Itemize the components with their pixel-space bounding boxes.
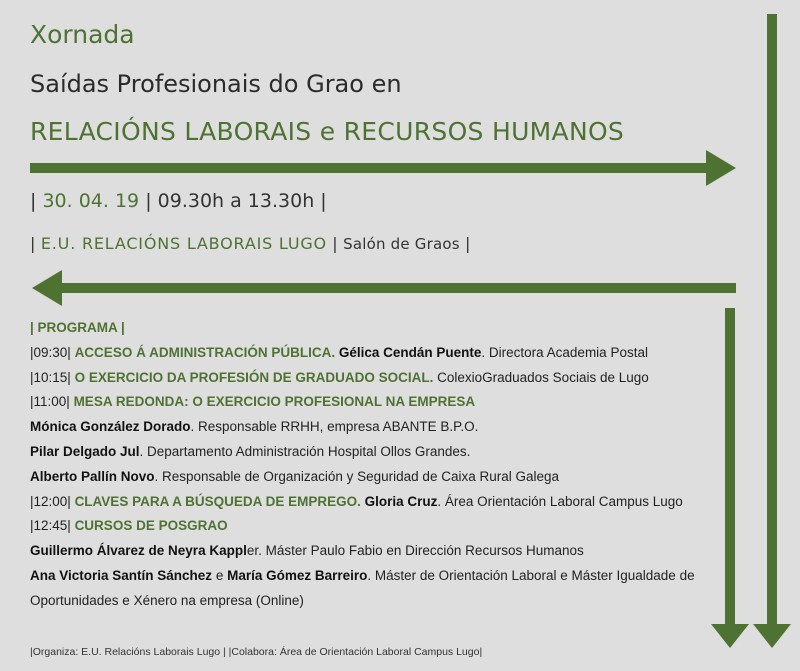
item-title: ACCESO Á ADMINISTRACIÓN PÚBLICA. [74,344,336,360]
panel-desc: . Departamento Administración Hospital Ollos Grandes. [139,443,471,459]
item-time: |11:00| [30,394,70,410]
program-item [30,341,720,366]
item-time: |09:30| [30,344,71,360]
item-speaker: Gélica Cendán Puente [338,344,482,360]
arrow-right-shaft [30,163,710,173]
item-time: |12:45| [30,518,71,534]
item-title: CURSOS DE POSGRAO [74,518,228,534]
posgrao-desc: er. Máster Paulo Fabio en Dirección Recursos Humanos [246,543,584,559]
title-line-2: RELACIÓNS LABORAIS e RECURSOS HUMANOS [30,117,625,146]
item-desc: . Área Orientación Laboral Campus Lugo [437,493,683,509]
program-heading: | PROGRAMA | [30,320,125,335]
program-item [30,514,720,539]
item-desc: ColexioGraduados Sociais de Lugo [437,369,649,385]
date-sep-open: | [30,190,43,212]
panel-speaker: Alberto Pallín Novo [30,468,155,484]
arrow-down-inner-head [711,624,749,648]
posgrao-speaker-name: Guillermo Álvarez de Neyra Kappl [30,543,247,559]
program-item [30,366,720,391]
program-section [30,316,720,614]
date-sep-mid: | [139,190,158,212]
posgrao-conj: e [212,567,228,583]
arrow-down-outer-head [753,624,791,648]
panel-desc: . Responsable de Organización y Seguridad de Caixa Rural Galega [154,468,560,484]
arrow-down-outer-shaft [767,14,777,626]
footer-credits: |Organiza: E.U. Relacións Laborais Lugo | |Colabora: Área de Orientación Laboral Campus Lugo| [30,646,483,658]
item-title: CLAVES PARA A BÚSQUEDA DE EMPREGO. [74,493,361,509]
item-speaker: Gloria Cruz [364,493,438,509]
arrow-left-head [32,270,62,306]
posgrao-speakers [30,564,720,614]
program-item [30,490,720,515]
posgrao-speaker [30,539,720,564]
venue-sep-close: | [459,234,471,253]
venue-sep-open: | [30,234,41,253]
item-title: MESA REDONDA: O EXERCICIO PROFESIONAL NA EMPRESA [73,394,476,410]
panel-desc: . Responsable RRHH, empresa ABANTE B.P.O. [190,419,479,435]
item-title: O EXERCICIO DA PROFESIÓN DE GRADUADO SOCIAL. [74,369,434,385]
arrow-left-shaft [60,283,736,293]
posgrao-desc: . Máster de Orientación Laboral e Máster Igualdade de Oportunidades e Xénero na empresa (Online) [30,567,695,608]
arrow-down-inner-shaft [725,308,735,628]
posgrao-speaker-a: Ana Victoria Santín Sánchez [30,567,213,583]
event-date: 30. 04. 19 [42,190,140,212]
title-line-1: Saídas Profesionais do Grao en [30,70,402,98]
panel-member [30,415,720,440]
panel-speaker: Pilar Delgado Jul [30,443,140,459]
event-kicker: Xornada [30,20,135,49]
venue-sep-mid: | [326,234,344,253]
item-desc: . Directora Academia Postal [481,344,648,360]
event-time: 09.30h a 13.30h [157,190,315,212]
item-time: |12:00| [30,493,71,509]
date-sep-close: | [314,190,327,212]
venue-line [30,234,471,253]
venue-room: Salón de Graos [343,235,460,253]
posgrao-speaker-b: María Gómez Barreiro [227,567,368,583]
date-time-line [30,190,327,212]
venue-school: E.U. RELACIÓNS LABORAIS LUGO [40,234,327,253]
panel-member [30,465,720,490]
panel-speaker: Mónica González Dorado [30,419,191,435]
panel-member [30,440,720,465]
program-item [30,390,720,415]
arrow-right-head [706,150,736,186]
item-time: |10:15| [30,369,71,385]
